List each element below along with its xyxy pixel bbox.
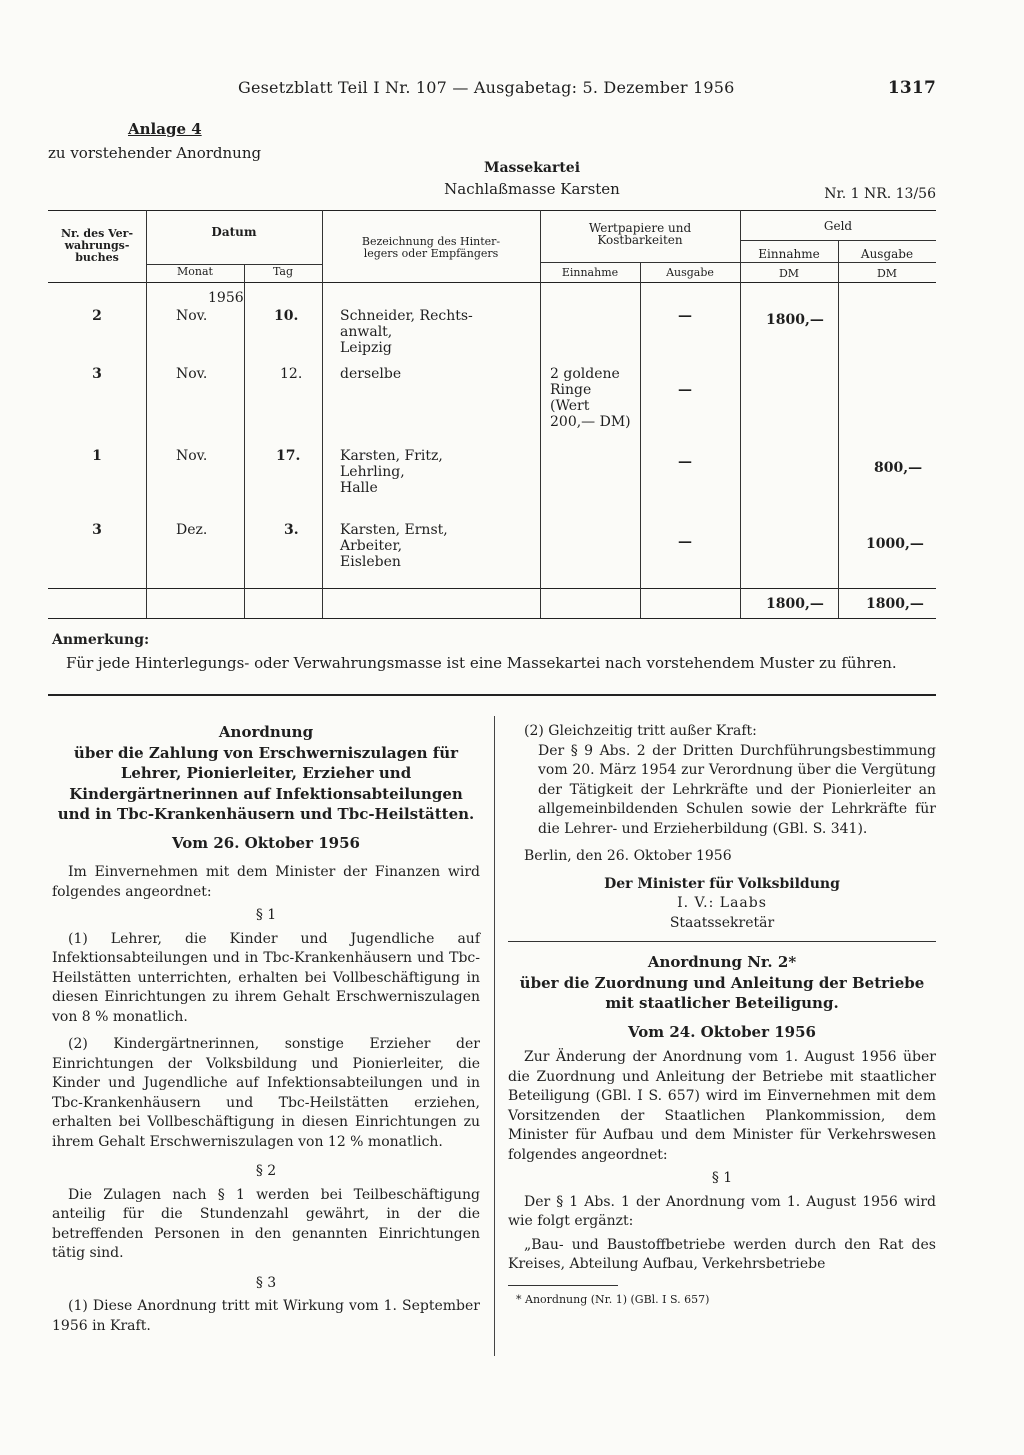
massekartei-table [48,210,936,620]
header-wertpapiere: Wertpapiere und Kostbarkeiten [588,221,692,247]
row4-geld-ausgabe: 1000,— [866,536,924,552]
anmerkung-text: Für jede Hinterlegungs- oder Verwahrungsmasse ist eine Massekartei nach vorstehendem Muster zu führen. [66,654,897,672]
table-header-rule [48,282,936,283]
row4-tag: 3. [284,522,299,538]
massekartei-ref: Nr. 1 NR. 13/56 [824,186,936,202]
row1-wp-ausgabe: — [678,308,692,324]
header-geld-einnahme-dm: DM [778,267,800,280]
row2-wp-einnahme: 2 goldene Ringe (Wert 200,— DM) [550,366,631,430]
right-para-4: „Bau- und Baustoffbetriebe werden durch den Rat des Kreises, Abteilung Aufbau, Verkehrsbetriebe [508,1236,936,1272]
left-section-3: § 3 [255,1274,277,1291]
right-date: Vom 24. Oktober 1956 [628,1022,816,1041]
left-intro: Im Einvernehmen mit dem Minister der Finanzen wird folgendes angeordnet: [52,864,480,900]
right-subtitle: über die Zuordnung und Anleitung der Betriebe mit staatlicher Beteiligung. [519,973,925,1012]
left-subtitle: über die Zahlung von Erschwerniszulagen für Lehrer, Pionierleiter, Erzieher und Kindergärtnerinnen auf Infektionsabteilungen und in Tbc-Krankenhäusern und Tbc-Heilstätten. [57,743,475,823]
row3-name: Karsten, Fritz, Lehrling, Halle [340,448,443,496]
row1-geld-einnahme: 1800,— [766,312,824,328]
right-footnote: * Anordnung (Nr. 1) (GBl. I S. 657) [516,1292,710,1306]
left-para-2: (2) Kindergärtnerinnen, sonstige Erzieher der Einrichtungen der Volksbildung und Pionierleiter, die Kinder und Jugendliche auf Infektionsabteilungen und in Tbc-Krankenhäusern und Tbc-Heilstätten erziehen, erhalten bei Vollbeschäftigung in diesen Einrichtungen zu ihrem Gehalt Erschwerniszulagen von 12 % monatlich. [52,1036,480,1150]
header-wp-einnahme: Einnahme [561,266,619,279]
anmerkung-title: Anmerkung: [52,632,150,648]
right-para-3: Der § 1 Abs. 1 der Anordnung vom 1. August 1956 wird wie folgt ergänzt: [508,1193,936,1229]
header-geld: Geld [823,219,853,233]
header-monat: Monat [177,265,213,278]
row2-name: derselbe [340,366,402,382]
header-geld-ausgabe-dm: DM [876,267,898,280]
header-nr: Nr. des Ver- wahrungs- buches [60,227,134,264]
row4-name: Karsten, Ernst, Arbeiter, Eisleben [340,522,448,570]
anlage-subtitle: zu vorstehender Anordnung [48,144,262,162]
right-column [508,722,936,1309]
right-title: Anordnung Nr. 2* [647,953,797,971]
left-date: Vom 26. Oktober 1956 [172,833,360,852]
right-iv: I. V.: Laabs [677,895,767,911]
page-number: 1317 [887,78,936,98]
right-place-date: Berlin, den 26. Oktober 1956 [524,848,732,864]
row2-nr: 3 [92,366,102,382]
header-text: Gesetzblatt Teil I Nr. 107 — Ausgabetag: 5. Dezember 1956 [238,78,735,97]
table-total-rule [48,588,936,589]
row4-wp-ausgabe: — [678,534,692,550]
left-para-4: (1) Diese Anordnung tritt mit Wirkung vom 1. September 1956 in Kraft. [52,1298,480,1334]
row4-monat: Dez. [176,522,208,538]
right-para-2: Der § 9 Abs. 2 der Dritten Durchführungsbestimmung vom 20. März 1954 zur Verordnung über die Vergütung der Tätigkeit der Lehrkräfte und der Pionierleiter an allgemeinbildenden Schulen sowie der Lehrkräfte für die Lehrer- und Erzieherbildung (GBl. S. 341). [538,742,936,837]
massekartei-title: Massekartei [483,160,581,176]
massekartei-subtitle: Nachlaßmasse Karsten [444,180,620,198]
left-title: Anordnung [218,723,314,741]
row4-nr: 3 [92,522,102,538]
header-wp-ausgabe: Ausgabe [666,266,714,279]
row1-monat: Nov. [176,308,208,324]
header-datum: Datum [211,225,257,239]
header-tag: Tag [272,265,294,278]
row3-tag: 17. [276,448,301,464]
row1-tag: 10. [274,308,299,324]
row3-monat: Nov. [176,448,208,464]
footnote-rule [508,1285,618,1286]
row2-wp-ausgabe: — [678,382,692,398]
right-minister: Der Minister für Volksbildung [604,875,840,892]
table-top-rule [48,210,936,211]
running-header [238,78,936,97]
total-geld-einnahme: 1800,— [766,596,824,612]
left-column [52,722,480,1336]
header-geld-einnahme: Einnahme [758,247,820,261]
right-divider [508,941,936,942]
left-para-1: (1) Lehrer, die Kinder und Jugendliche auf Infektionsabteilungen und in Tbc-Krankenhäusern und Tbc-Heilstätten unterrichten, erhalten bei Vollbeschäftigung in diesen Einrichtungen zu ihrem Gehalt Erschwerniszulagen von 8 % monatlich. [52,930,480,1025]
left-section-2: § 2 [255,1163,277,1179]
row3-wp-ausgabe: — [678,454,692,470]
table-bottom-rule [48,618,936,619]
row2-tag: 12. [280,366,303,382]
anlage-title: Anlage 4 [128,120,202,138]
section-divider [48,694,936,696]
row3-geld-ausgabe: 800,— [874,460,923,476]
right-section-1: § 1 [711,1170,733,1186]
table-year: 1956 [208,290,244,306]
right-role: Staatssekretär [669,914,775,931]
left-section-1: § 1 [255,907,277,923]
column-separator [494,716,495,1356]
row2-monat: Nov. [176,366,208,382]
right-intro: Zur Änderung der Anordnung vom 1. August 1956 über die Zuordnung und Anleitung der Betriebe mit staatlicher Beteiligung (GBl. I S. 657) wird im Einvernehmen mit dem Vorsitzenden der Staatlichen Plankommission, dem Minister für Aufbau und dem Minister für Verkehrswesen folgendes angeordnet: [508,1049,936,1163]
row1-name: Schneider, Rechts- anwalt, Leipzig [340,308,473,356]
header-geld-ausgabe: Ausgabe [860,247,914,261]
header-bezeichnung: Bezeichnung des Hinter- legers oder Empfängers [361,235,501,260]
left-para-3: Die Zulagen nach § 1 werden bei Teilbeschäftigung anteilig für die Stundenzahl gewährt, in der die betreffenden Personen in den genannten Einrichtungen tätig sind. [52,1186,480,1261]
right-para-1: (2) Gleichzeitig tritt außer Kraft: [524,723,757,739]
total-geld-ausgabe: 1800,— [866,596,924,612]
row1-nr: 2 [92,308,102,324]
row3-nr: 1 [92,448,102,464]
